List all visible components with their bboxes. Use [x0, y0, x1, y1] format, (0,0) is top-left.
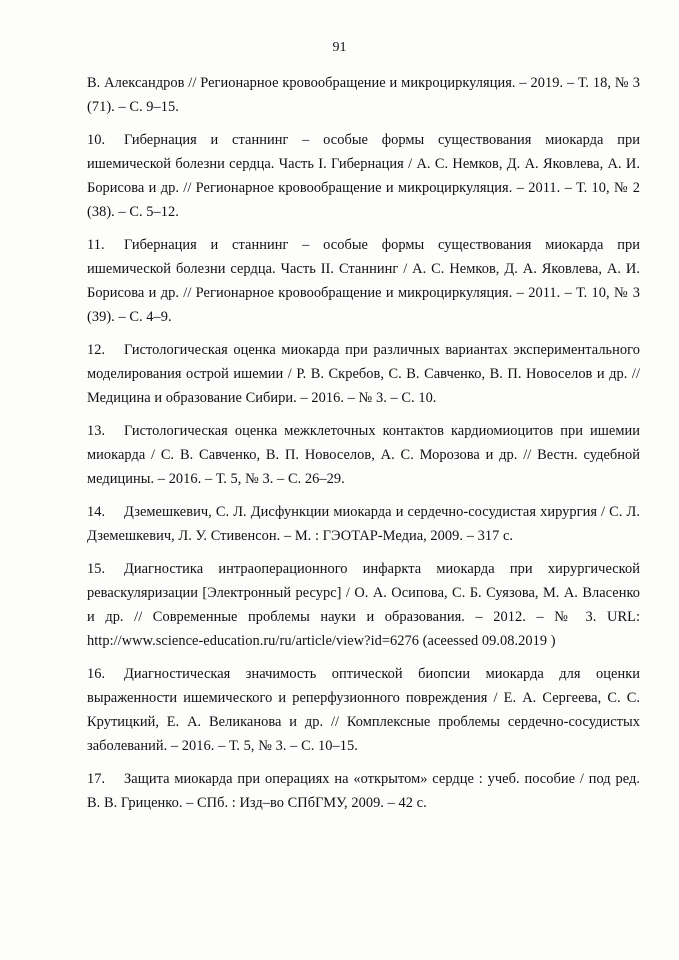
reference-item [87, 233, 640, 329]
reference-text: Гибернация и станнинг – особые формы существования миокарда при ишемической болезни сердца. Часть I. Гибернация / А. С. Немков, Д. А. Яковлева, А. И. Борисова и др. // Регионарное кровообращение и микроциркуляция. – 2011. – Т. 10, № 2 (38). – С. 5–12. [87, 132, 640, 220]
reference-text: В. Александров // Регионарное кровообращение и микроциркуляция. – 2019. – Т. 18, № 3 (71). – С. 9–15. [87, 75, 640, 115]
reference-number: 14. [87, 504, 106, 520]
reference-text: Диагностика интраоперационного инфаркта миокарда при хирургической реваскуляризации [Электронный ресурс] / О. А. Осипова, С. Б. Суязова, М. А. Власенко и др. // Современные проблемы науки и образования. – 2012. – № 3. URL: http://www.science-education.ru/ru/article/view?id=6276 (aceessed 09.08.2019 ) [87, 561, 640, 649]
reference-item [87, 557, 640, 653]
reference-text: Диагностическая значимость оптической биопсии миокарда для оценки выраженности ишемического и реперфузионного повреждения / Е. А. Сергеева, С. С. Крутицкий, Е. А. Великанова и др. // Комплексные проблемы сердечно-сосудистых заболеваний. – 2016. – Т. 5, № 3. – С. 10–15. [87, 666, 640, 754]
reference-item [87, 128, 640, 224]
reference-item [87, 338, 640, 410]
reference-number: 15. [87, 561, 106, 577]
reference-text: Гистологическая оценка миокарда при различных вариантах экспериментального моделирования острой ишемии / Р. В. Скребов, С. В. Савченко, В. П. Новоселов и др. // Медицина и образование Сибири. – 2016. – № 3. – С. 10. [87, 342, 640, 406]
page-number: 91 [332, 40, 347, 55]
reference-number: 11. [87, 237, 105, 253]
reference-text: Гистологическая оценка межклеточных контактов кардиомиоцитов при ишемии миокарда / С. В. Савченко, В. П. Новоселов, А. С. Морозова и др. // Вестн. судебной медицины. – 2016. – Т. 5, № 3. – С. 26–29. [87, 423, 640, 487]
reference-item [87, 767, 640, 815]
reference-item [87, 71, 640, 119]
reference-number: 10. [87, 132, 106, 148]
reference-number: 16. [87, 666, 106, 682]
reference-number: 17. [87, 771, 106, 787]
reference-number: 12. [87, 342, 106, 358]
reference-list [87, 71, 640, 824]
reference-text: Дземешкевич, С. Л. Дисфункции миокарда и сердечно-сосудистая хирургия / С. Л. Дземешкевич, Л. У. Стивенсон. – М. : ГЭОТАР-Медиа, 2009. – 317 с. [87, 504, 640, 544]
reference-item [87, 500, 640, 548]
reference-text: Защита миокарда при операциях на «открытом» сердце : учеб. пособие / под ред. В. В. Гриценко. – СПб. : Изд–во СПбГМУ, 2009. – 42 с. [87, 771, 640, 811]
reference-text: Гибернация и станнинг – особые формы существования миокарда при ишемической болезни сердца. Часть II. Станнинг / А. С. Немков, Д. А. Яковлева, А. И. Борисова и др. // Регионарное кровообращение и микроциркуляция. – 2011. – Т. 10, № 3 (39). – С. 4–9. [87, 237, 640, 325]
reference-item [87, 662, 640, 758]
reference-item [87, 419, 640, 491]
reference-number: 13. [87, 423, 106, 439]
